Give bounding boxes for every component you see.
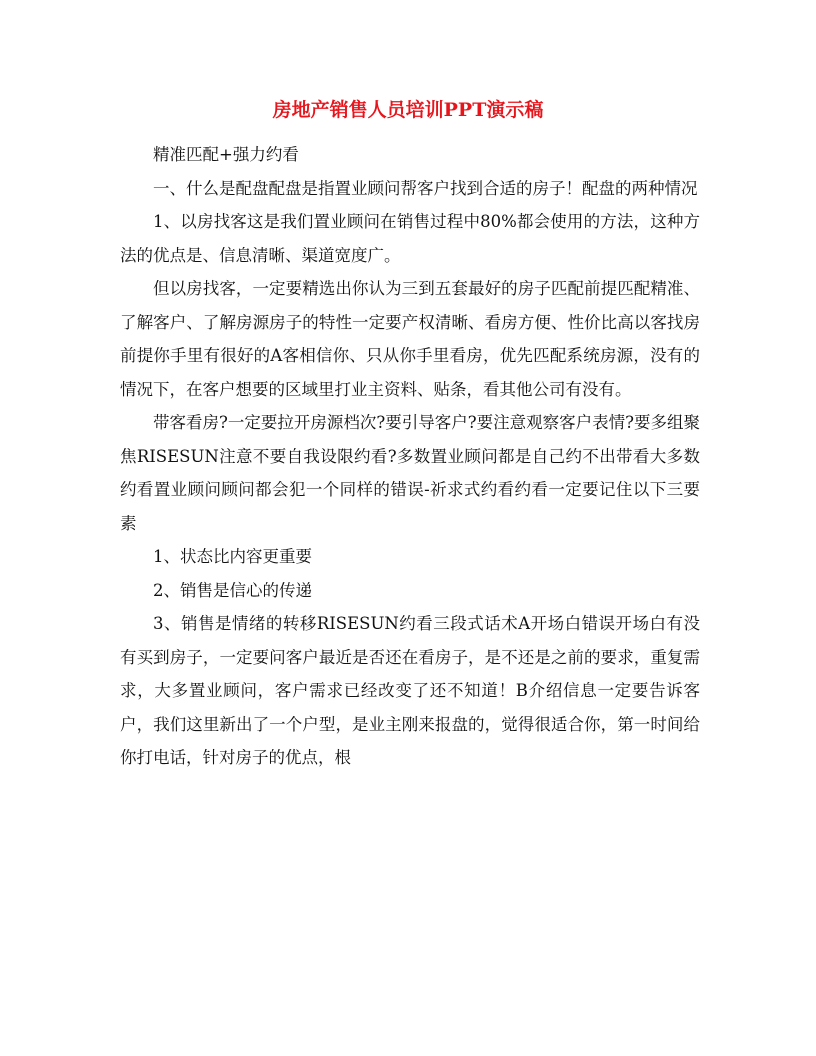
paragraph: 带客看房?一定要拉开房源档次?要引导客户?要注意观察客户表情?要多组聚焦RISESUN注意不要自我设限约看?多数置业顾问都是自己约不出带看大多数约看置业顾问顾问都会犯一个同样的错误-祈求式约看约看一定要记住以下三要素 xyxy=(120,413,700,533)
paragraph: 1、状态比内容更重要 xyxy=(153,547,312,566)
paragraph: 3、销售是情绪的转移RISESUN约看三段式话术A开场白错误开场白有没有买到房子，一定要问客户最近是否还在看房子，是不还是之前的要求，重复需求，大多置业顾问，客户需求已经改变了还不知道！B介绍信息一定要告诉客户，我们这里新出了一个户型，是业主刚来报盘的，觉得很适合你，第一时间给你打电话，针对房子的优点，根 xyxy=(120,614,700,767)
document-body xyxy=(120,138,700,775)
paragraph: 精准匹配+强力约看 xyxy=(153,145,299,164)
paragraph: 2、销售是信心的传递 xyxy=(153,580,312,600)
paragraph: 但以房找客，一定要精选出你认为三到五套最好的房子匹配前提匹配精准、了解客户、了解房源房子的特性一定要产权清晰、看房方便、性价比高以客找房前提你手里有很好的A客相信你、只从你手里看房，优先匹配系统房源，没有的情况下，在客户想要的区域里打业主资料、贴条，看其他公司有没有。 xyxy=(120,279,700,399)
document-title: 房地产销售人员培训PPT演示稿 xyxy=(272,99,544,121)
paragraph: 一、什么是配盘配盘是指置业顾问帮客户找到合适的房子！配盘的两种情况 xyxy=(153,178,698,198)
paragraph: 1、以房找客这是我们置业顾问在销售过程中80%都会使用的方法，这种方法的优点是、信息清晰、渠道宽度广。 xyxy=(120,212,700,265)
